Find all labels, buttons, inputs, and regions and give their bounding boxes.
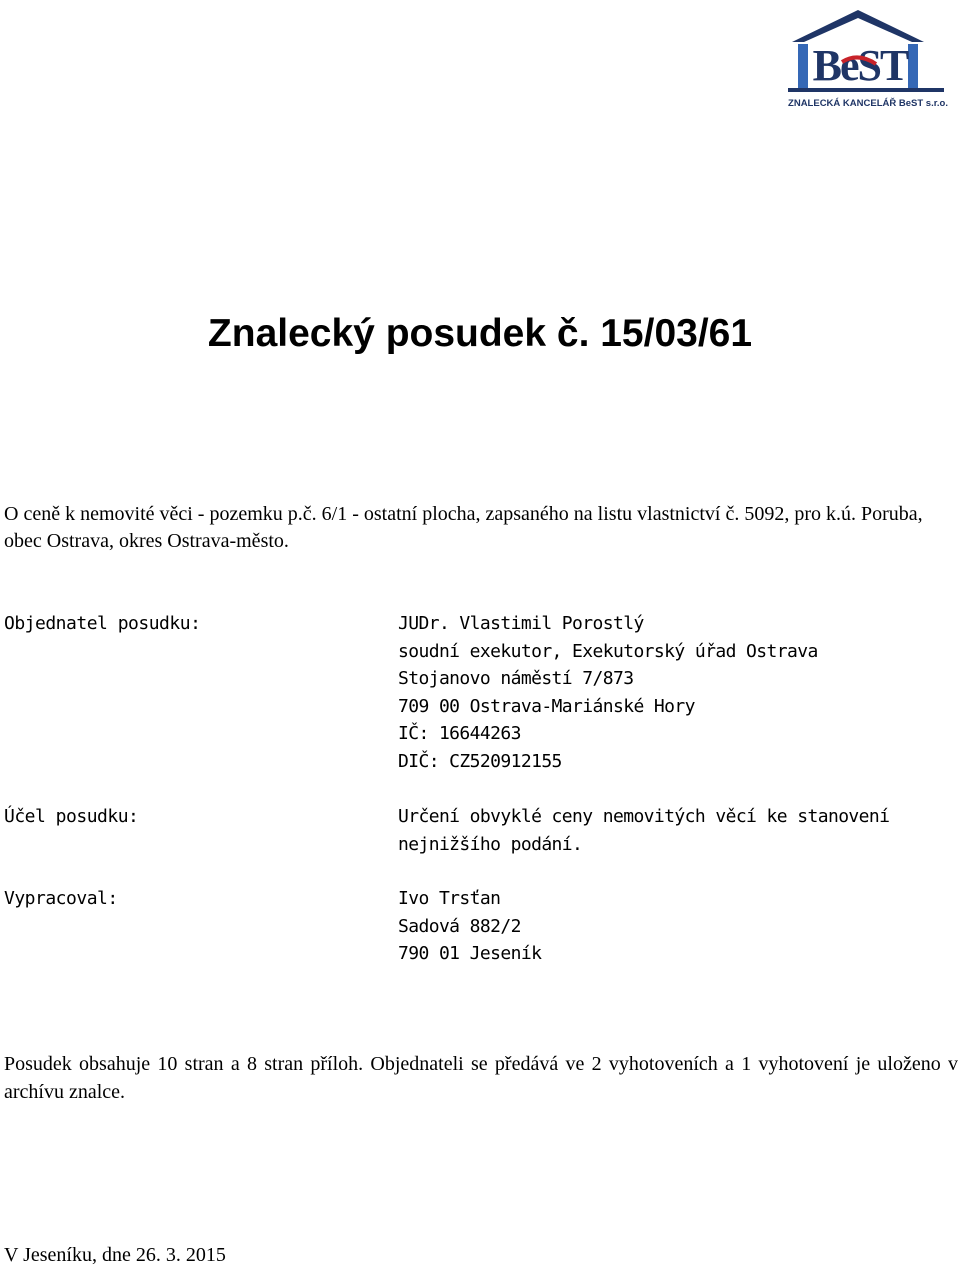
author-line: Sadová 882/2	[398, 915, 521, 937]
document-note: Posudek obsahuje 10 stran a 8 stran příloh. Objednateli se předává ve 2 vyhotoveních a 1 vyhotovení je uloženo v archívu znalce.	[4, 1053, 958, 1103]
logo-column-right	[908, 44, 918, 88]
author-details	[398, 885, 958, 968]
document-title: Znalecký posudek č. 15/03/61	[207, 312, 753, 355]
best-logo-icon	[772, 4, 958, 110]
document-subject: O ceně k nemovité věci - pozemku p.č. 6/1 - ostatní plocha, zapsaného na listu vlastnictví č. 5092, pro k.ú. Poruba, obec Ostrava, okres Ostrava-město.	[4, 503, 923, 552]
author-label: Vypracoval:	[4, 888, 118, 909]
purpose-label: Účel posudku:	[4, 806, 139, 827]
author-line: Ivo Trsťan	[398, 888, 501, 909]
document-date: V Jeseníku, dne 26. 3. 2015	[4, 1244, 226, 1266]
logo-letters: BeST	[812, 41, 908, 90]
author-line: 790 01 Jeseník	[398, 943, 542, 964]
purpose-text: Určení obvyklé ceny nemovitých věcí ke stanovení nejnižšího podání.	[398, 806, 890, 855]
client-line: IČ: 16644263	[398, 723, 521, 744]
purpose-details	[398, 803, 918, 858]
logo-roof	[792, 10, 924, 42]
logo-company-name: ZNALECKÁ KANCELÁŘ BeST s.r.o.	[788, 98, 948, 109]
client-line: Stojanovo náměstí 7/873	[398, 668, 634, 689]
client-line: JUDr. Vlastimil Porostlý	[398, 613, 644, 634]
client-line: 709 00 Ostrava-Mariánské Hory	[398, 695, 695, 717]
client-details	[398, 610, 958, 775]
logo-column-left	[798, 44, 808, 88]
company-logo	[772, 4, 958, 110]
client-line: DIČ: CZ520912155	[398, 750, 562, 772]
client-label: Objednatel posudku:	[4, 613, 201, 634]
client-line: soudní exekutor, Exekutorský úřad Ostrava	[398, 640, 818, 662]
